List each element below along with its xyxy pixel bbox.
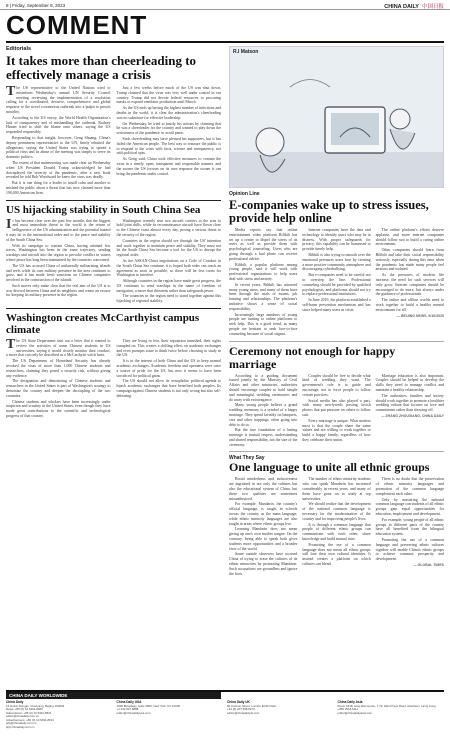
- byline: — GLOBAL TIMES: [413, 563, 444, 568]
- article-paragraph: The US Department of Homeland Security has already revoked the visas of more than 1,000 Chinese students and researchers, claiming they posed a security risk, without giving any evidence.: [6, 359, 111, 378]
- footer-contact-title: China Daily Asia: [337, 700, 363, 704]
- language-headline: One language to unite all ethnic groups: [229, 460, 430, 475]
- article-paragraph: Promoting the use of a common language and preserving ethnic cultures together will enable China's ethnic groups to achieve common prosperity and development.: [375, 538, 444, 562]
- right-column: [229, 46, 444, 577]
- article-paragraph: For example, young people of all ethnic groups in different parts of the country have all benefited from the bilingual education system.: [375, 517, 444, 537]
- section-divider: [229, 341, 444, 342]
- article-paragraph: But it is one thing for a leader to instill calm and another to mislead the public about a threat that has now claimed more than 190,000 American lives.: [6, 181, 111, 195]
- article-paragraph: Bilibili is also trying to smooth over the emotional pressures users face by creating a more positive community atmosphere and discouraging cyberbullying.: [302, 252, 371, 272]
- article-paragraph: Responding to that insight, however, Geng Shuang, China's deputy permanent representative to the UN, firmly rebutted the allegations, saying the United States was trying to spread a political virus and its abuse of the meeting was simply to serve its domestic politics.: [6, 135, 111, 160]
- article-paragraph: Couples should be free to decide what kind of wedding they want. The government's role is to guide and encourage, not to force people to follow certain practices.: [302, 373, 371, 397]
- section-masthead: COMMENT: [6, 10, 148, 40]
- footer-line: editor@chinadailyuk.com: [227, 710, 260, 715]
- article-paragraph: Such cheerleading may have pleased his supporters, but it has failed the American people. The best way to reassure the public is to respond to the crisis with facts, science and transparency, not with political spin.: [116, 136, 221, 156]
- article-paragraph: Countries in the region should see through the US' intention and work together to maintain peace and stability. They must not let the South China Sea become a tool for the US to disrupt the regional order.: [116, 238, 221, 258]
- article-paragraph: The countries in the region need to stand together against this hijacking of regional stability.: [116, 294, 221, 304]
- footer-line: 15 Huixin Dongjie, Chaoyang, Beijing 100029: [6, 703, 65, 708]
- page-date: 8 | Friday, September 8, 2023: [6, 3, 66, 8]
- article-paragraph: In recent years, Bilibili has attracted many young users, and many of them have been through the trials of exams, job hunting and relationships. The platform's initiative shows a sense of social responsibility.: [229, 282, 298, 311]
- footer-line: editor@chinadaily.com.cn: [6, 714, 39, 718]
- footer-line: +1 212 537 8888: [116, 707, 139, 711]
- article-paragraph: It has become clear over the past few months that the biggest and most immediate threat to the world is the return of belligerence of the US administration and the potential hazard it may do to the international order and to the peace and stability of the South China Sea.: [6, 216, 111, 242]
- footer-bar: CHINA DAILY WORLDWIDE: [6, 692, 221, 699]
- page-header: [0, 0, 450, 10]
- what-they-say-label: What They Say: [229, 455, 265, 462]
- article-paragraph: Such moves only make clear that the real aim of the US is to sow discord between China and its neighbors and create an excuse for keeping its military presence in the region.: [6, 283, 111, 298]
- article-paragraph: Some outside observers have accused China of trying to erase the cultures of its ethnic minorities by promoting Mandarin. Such accusations are groundless and ignore the facts.: [229, 552, 298, 576]
- article-paragraph: Increasingly large numbers of young people are turning to online platforms to seek help. This is a good trend, as many people are hesitant to seek face-to-face counseling because of social stigma.: [229, 312, 298, 336]
- footer-contact-block: [338, 701, 445, 729]
- article-paragraph: Every marriage is unique. What matters most is that the couple share the same values and are willing to work together to build a happy family, regardless of how they celebrate their union.: [302, 418, 371, 442]
- article-paragraph: The extent of that maneuvering was made clear on Wednesday when US President Donald Trump acknowledged he had downplayed the severity of the pandemic, after a new book revealed he told Bob Woodward he knew the virus was deadly.: [6, 160, 111, 180]
- editorials-label: Editorials: [6, 46, 32, 52]
- article-paragraph: Broad mindedness and inclusiveness are ingrained in not only the cultures but also the educational system of China, but these two qualities are sometimes misunderstood.: [229, 477, 298, 501]
- article-paragraph: According to the US envoy, the World Health Organization's lack of transparency and of mishandling the outbreak, Rodney Hunter tried to shift the blame onto others, saying the US responded responsibly.: [6, 115, 111, 135]
- byline: — BEIJING NEWS, 9/10/2020: [396, 313, 444, 318]
- opinion-line-label: Opinion Line: [229, 191, 260, 197]
- editorial-headline: It takes more than cheerleading to effectively manage a crisis: [6, 53, 197, 82]
- article-paragraph: Other companies should learn from Bilibili and take their social responsibility seriously, especially during this time when the pandemic has made many people feel anxious and isolated.: [375, 248, 444, 272]
- footer-line: editor@chinadailyasia.com: [337, 710, 373, 715]
- editorial-body: [6, 86, 221, 197]
- article-paragraph: It is in the interest of both China and the US to keep normal academic exchanges. Academic freedom and openness were once a source of pride for the US, but now it seems to have been sacrificed for political gains.: [116, 359, 221, 378]
- editorial3-body: [6, 339, 221, 420]
- footer-contact-title: China Daily USA: [116, 700, 142, 704]
- article-paragraph: Internet companies have the data and technology to identify users who may be in distress. With proper safeguards for privacy, this capability can be harnessed to provide timely help.: [302, 228, 371, 252]
- footer-line: 90 Cannon Street, London EC4N 6HA: [227, 703, 276, 708]
- article-paragraph: But e-companies need to be careful not to overstep the line. Professional counseling should be provided by qualified psychologists, and platforms should not try to replace professional institutions.: [302, 273, 371, 297]
- article-paragraph: Social media has also played a part, with many newlyweds posting lavish photos that put pressure on others to follow suit.: [302, 398, 371, 417]
- article-paragraph: But the true foundation of a lasting marriage is mutual respect, understanding and shared responsibility, not the size of the ceremony.: [229, 428, 298, 447]
- paper-title: CHINA DAILY: [384, 4, 419, 10]
- article-paragraph: There is no doubt that the preservation of ethnic minority languages and promotion of the common language complement each other.: [375, 477, 444, 496]
- byline: — ZHANG ZHOUXIANG, CHINA DAILY: [381, 413, 444, 418]
- editorial2-headline: US hijacking stability in South China Sea: [6, 203, 201, 216]
- ceremony-body: [229, 374, 444, 449]
- footer-contact-title: China Daily UK: [227, 700, 250, 704]
- footer-line: ads@chinadaily.com.cn: [6, 721, 37, 725]
- article-paragraph: Media reports say that online entertainment video platform Bilibili has set up a center to dispel the stress of its users as well as provide them with psychological counseling. Users who are going through a bad phase can receive professional advice.: [229, 228, 298, 261]
- footer-line: Room 1818, Hing Wai Centre, 7 Tin Wan Praya Road, Aberdeen, Hong Kong: [337, 703, 436, 708]
- cartoon-illustration: [230, 47, 444, 188]
- article-paragraph: The US should not allow its xenophobic political agenda to hijack academic exchanges that have benefited both peoples. Its campaign against Chinese students is not only wrong but also self-defeating.: [116, 379, 221, 398]
- article-paragraph: They are living in fear, their reputation tarnished, their rights trampled on. This creates a chilling effect on academic exchanges and even prompts some to think twice before choosing to study in the US.: [116, 339, 221, 358]
- article-paragraph: Although countries in the region have made great progress, the US continues to send warships in the name of freedom of navigation, a move that threatens rather than safeguards peace.: [116, 279, 221, 293]
- article-paragraph: The US State Department sent out a letter that it wanted to review the activities of some Chinese students in US universities, saying it would closely monitor their conduct, a move that can only be described as a McCarthyist witch hunt.: [6, 337, 111, 358]
- article-paragraph: The US has accused China of unilaterally militarizing islands and reefs while its own military presence in the area continues to grow, and it has made fresh sanctions on Chinese companies involved in the construction of the islands.: [6, 263, 111, 283]
- article-paragraph: On Wednesday, he tried to justify his actions by claiming that he was a cheerleader for the country and wanted to play down the seriousness of the pandemic to avoid panic.: [116, 121, 221, 136]
- footer-contact-block: [117, 701, 224, 729]
- article-paragraph: Many young people believe a grand wedding ceremony is a symbol of a happy marriage. They spend lavishly on banquets, cars and other trappings, often going into debt to do so.: [229, 403, 298, 427]
- article-paragraph: As Geng said, China took effective measures to contain the virus in a timely, open, transparent and responsible manner, and the sooner the US focuses on its own response the sooner it can bring the pandemic under control.: [116, 157, 221, 176]
- paper-name: [384, 2, 444, 10]
- language-body: [229, 477, 444, 577]
- editorial-cartoon: [229, 46, 444, 188]
- section-divider: [6, 308, 221, 309]
- article-paragraph: The US representative to the United Nations tried to misinform Wednesday's annual UN Security Council meeting reviewing the implementation of a resolution calling for a coordinated, decisive, comprehensive and global response to the novel coronavirus outbreak into a pulpit to preach morality.: [6, 84, 111, 114]
- article-paragraph: As the ASEAN-China negotiations on a Code of Conduct in the South China Sea continue, it is hoped both sides can reach an agreement as soon as possible, so there will be less room for Washington to interfere.: [116, 258, 221, 278]
- article-paragraph: The online and offline worlds need to work together to build a healthy mental environment for all.: [375, 298, 444, 312]
- left-column: [6, 46, 221, 420]
- opinion-headline: E-companies wake up to stress issues, provide help online: [229, 198, 429, 225]
- article-paragraph: Learning Mandarin does not mean giving up one's own mother tongue. On the contrary, being able to speak both gives students more opportunities and a broader view of the world.: [229, 527, 298, 551]
- footer-line: editor@chinadailyusa.com: [116, 710, 151, 715]
- article-paragraph: For example, Mandarin, the country's official language, is taught in schools across the country as the main language, while ethnic minority languages are also taught in areas where ethnic groups live.: [229, 502, 298, 526]
- article-paragraph: The number of ethnic minority students who can speak Mandarin has increased considerably in recent years, and many of them have gone on to study at top universities.: [302, 477, 371, 501]
- article-paragraph: Promoting the use of a common language does not mean all ethnic groups will lose their own cultural identities. It instead creates a platform on which cultures can blend.: [302, 542, 371, 567]
- masthead-rule: [6, 41, 444, 43]
- article-paragraph: Marriage education is also important. Couples should be helped to develop the skills they need to manage conflict and maintain a healthy relationship.: [375, 373, 444, 392]
- opinion-body: [229, 228, 444, 338]
- section-divider: [229, 451, 444, 452]
- article-paragraph: According to a guiding document issued jointly by the Ministry of Civil Affairs and other ministries, authorities should encourage couples to hold simple and meaningful wedding ceremonies and do away with extravagance.: [229, 373, 298, 402]
- paper-title-cn: 中国日报: [421, 4, 444, 10]
- cartoon-credit: R.I Matson: [233, 49, 259, 55]
- article-paragraph: Chinese students and scholars have been increasingly under suspicion and scrutiny in the United States, even though they have made great contributions to the scientific and technological progress of that country.: [6, 399, 111, 419]
- footer-line: +44 (0) 207 398 8270: [227, 707, 255, 711]
- footer-line: Subscription: +86 (0) 10 6491-8531: [6, 710, 52, 715]
- article-paragraph: The authorities, families and society should work together to promote a healthier wedding culture that focuses on love and commitment rather than showing off.: [375, 393, 444, 413]
- footer-line: +852 2518 5111: [337, 707, 359, 711]
- footer-line: 1500 Broadway, Suite 2800, New York, NY 10036: [116, 703, 181, 708]
- article-paragraph: Washington recently sent two aircraft carriers to the area to hold joint drills, while its reconnaissance aircraft have flown close to the Chinese coast almost every day, posing a serious threat to the security of the region.: [116, 218, 221, 237]
- article-paragraph: Just a few weeks before much of the US was shut down, Trump claimed that the virus was very well under control in our country. Trump did not devote federal resources to procuring masks or expand ventilator production until March.: [116, 86, 221, 105]
- section-divider: [6, 200, 221, 201]
- article-paragraph: In June 2019, the platform established a self-harm prevention mechanism and has since helped many users in crisis.: [302, 298, 371, 312]
- editorial2-body: [6, 216, 221, 306]
- page-footer: [6, 690, 444, 741]
- article-paragraph: As the US ends up having the highest number of infections and deaths in the world, it is clear the administration's cheerleading was no substitute for effective leadership.: [116, 106, 221, 120]
- ceremony-headline: Ceremony not enough for happy marriage: [229, 343, 396, 371]
- article-paragraph: Only by mastering the national common language can students of all ethnic groups gain equal opportunities for education, employment and development.: [375, 497, 444, 517]
- footer-contact-block: [227, 701, 334, 729]
- article-paragraph: With its campaign to contain China, having attained few traces, Washington has been in the same trajectory, sending warships and aircraft into the region to provoke conflict in waters where peace has long been maintained by the countries concerned.: [6, 243, 111, 262]
- article-paragraph: As the pressures of modern life increase, the need for such services will only grow. Internet companies should be encouraged to do more, but always under the guidance of professionals.: [375, 273, 444, 297]
- editorial3-headline: Washington creates McCarthyist campus climate: [6, 312, 200, 337]
- article-paragraph: We should realize that the development of the national common language is necessary for the modernization of the country and for improving people's lives.: [302, 502, 371, 521]
- article-paragraph: Bilibili, a popular platform among young people, said it will work with professional organizations to help users deal with stress and anxiety.: [229, 262, 298, 281]
- footer-line: app.chinadaily.com.cn: [6, 724, 35, 729]
- article-paragraph: It is through a common language that people of different ethnic groups can communicate with each other, share knowledge and build mutual trust.: [302, 522, 371, 542]
- footer-contact-block: [6, 701, 113, 729]
- footer-line: Advertisement: +86 (0) 10 6491-8631: [6, 717, 54, 722]
- footer-contact-title: China Daily: [6, 700, 24, 704]
- footer-contacts: [6, 701, 444, 729]
- footer-line: News: +86 (0) 10 6491-8366: [6, 707, 43, 711]
- article-paragraph: The designation and demonizing of Chinese students and researchers in the United States is part of Washington's strategy to demonize the country and deepen the decoupling of the two countries.: [6, 379, 111, 398]
- article-paragraph: The online platform's efforts deserve applause, and more internet companies should follow suit to build a caring online environment.: [375, 228, 444, 247]
